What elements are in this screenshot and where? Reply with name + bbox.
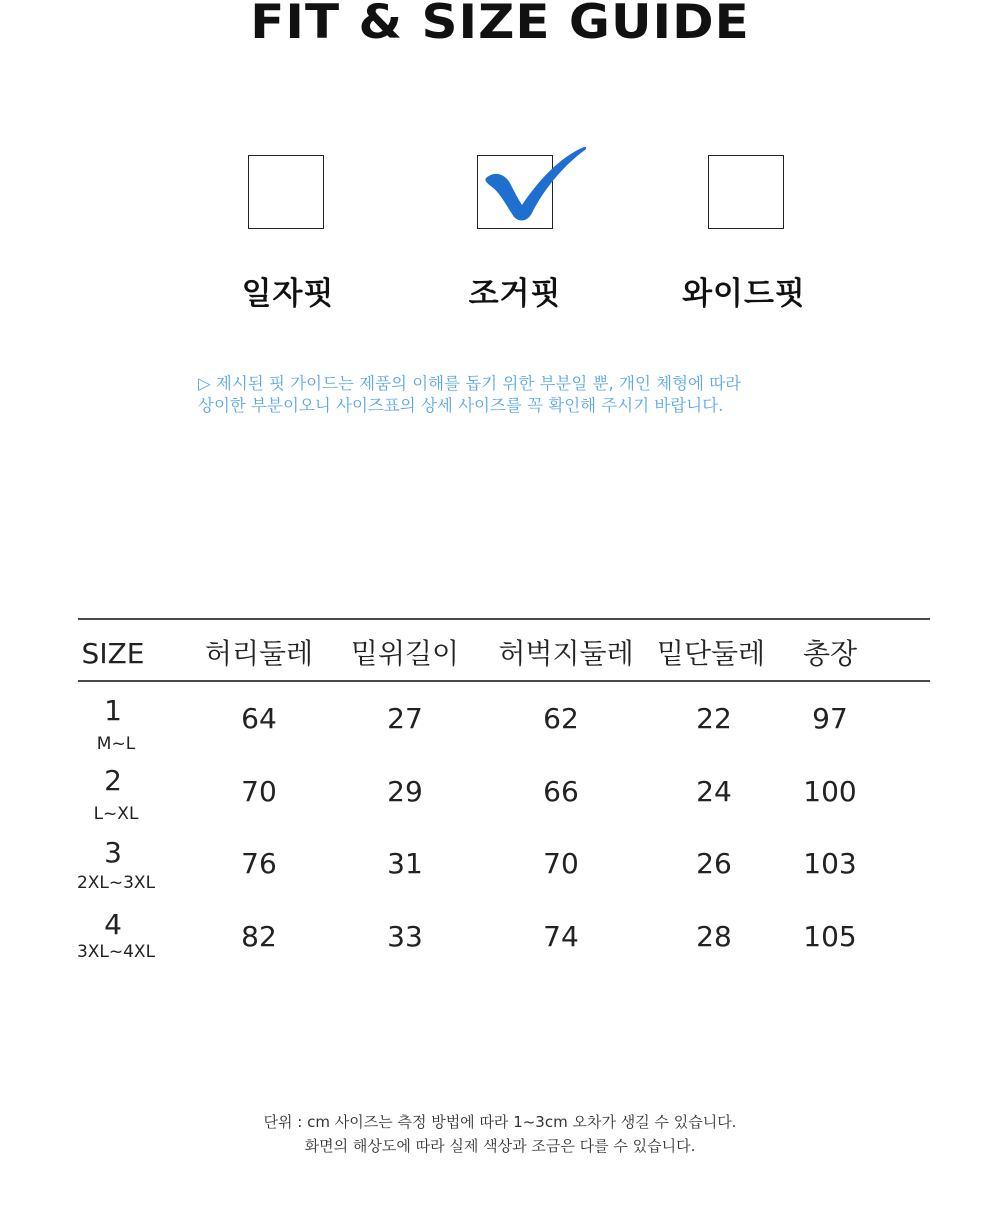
header-rise: 밑위길이	[350, 637, 460, 670]
cell-hem-3: 26	[696, 847, 732, 880]
cell-length-3: 103	[803, 847, 857, 880]
fit-notice-line-1: ▷ 제시된 핏 가이드는 제품의 이해를 돕기 위한 부분일 뿐, 개인 체형에 따라	[198, 374, 742, 393]
footer-line-2: 화면의 해상도에 따라 실제 색상과 조금은 다를 수 있습니다.	[304, 1137, 696, 1155]
cell-length-2: 100	[803, 775, 857, 808]
cell-waist-4: 82	[241, 920, 277, 953]
header-hem: 밑단둘레	[656, 637, 766, 670]
fit-label-wide: 와이드핏	[682, 276, 806, 312]
footer-line-1: 단위 : cm 사이즈는 측정 방법에 따라 1~3cm 오차가 생길 수 있습니다.	[263, 1113, 737, 1131]
cell-length-4: 105	[803, 920, 857, 953]
fit-checkbox-wide	[708, 155, 784, 229]
cell-thigh-4: 74	[543, 920, 579, 953]
footer-note	[0, 1110, 1000, 1158]
table-top-rule	[78, 618, 930, 620]
size-number-1: 1	[104, 694, 122, 727]
table-header-rule	[78, 680, 930, 682]
fit-notice-line-2: 상이한 부분이오니 사이즈표의 상세 사이즈를 꼭 확인해 주시기 바랍니다.	[198, 396, 724, 415]
size-number-3: 3	[104, 836, 122, 869]
size-number-2: 2	[104, 764, 122, 797]
cell-waist-3: 76	[241, 847, 277, 880]
cell-waist-2: 70	[241, 775, 277, 808]
cell-hem-4: 28	[696, 920, 732, 953]
cell-hem-1: 22	[696, 702, 732, 735]
header-size: SIZE	[81, 637, 145, 670]
header-waist: 허리둘레	[204, 637, 314, 670]
cell-thigh-1: 62	[543, 702, 579, 735]
cell-hem-2: 24	[696, 775, 732, 808]
page-title: FIT & SIZE GUIDE	[250, 0, 750, 50]
check-mark-icon	[480, 143, 590, 225]
cell-rise-2: 29	[387, 775, 423, 808]
size-range-2: L~XL	[93, 804, 139, 824]
header-length: 총장	[802, 637, 858, 670]
cell-length-1: 97	[812, 702, 848, 735]
fit-notice	[198, 373, 818, 417]
fit-label-straight: 일자핏	[241, 276, 335, 312]
size-range-1: M~L	[96, 734, 136, 754]
cell-waist-1: 64	[241, 702, 277, 735]
header-thigh: 허벅지둘레	[498, 637, 634, 670]
fit-checkbox-straight	[248, 155, 324, 229]
cell-rise-3: 31	[387, 847, 423, 880]
cell-thigh-2: 66	[543, 775, 579, 808]
size-number-4: 4	[104, 908, 122, 941]
size-range-3: 2XL~3XL	[76, 873, 156, 893]
size-range-4: 3XL~4XL	[76, 942, 156, 962]
cell-rise-4: 33	[387, 920, 423, 953]
fit-label-jogger: 조거핏	[468, 276, 562, 312]
cell-rise-1: 27	[387, 702, 423, 735]
cell-thigh-3: 70	[543, 847, 579, 880]
